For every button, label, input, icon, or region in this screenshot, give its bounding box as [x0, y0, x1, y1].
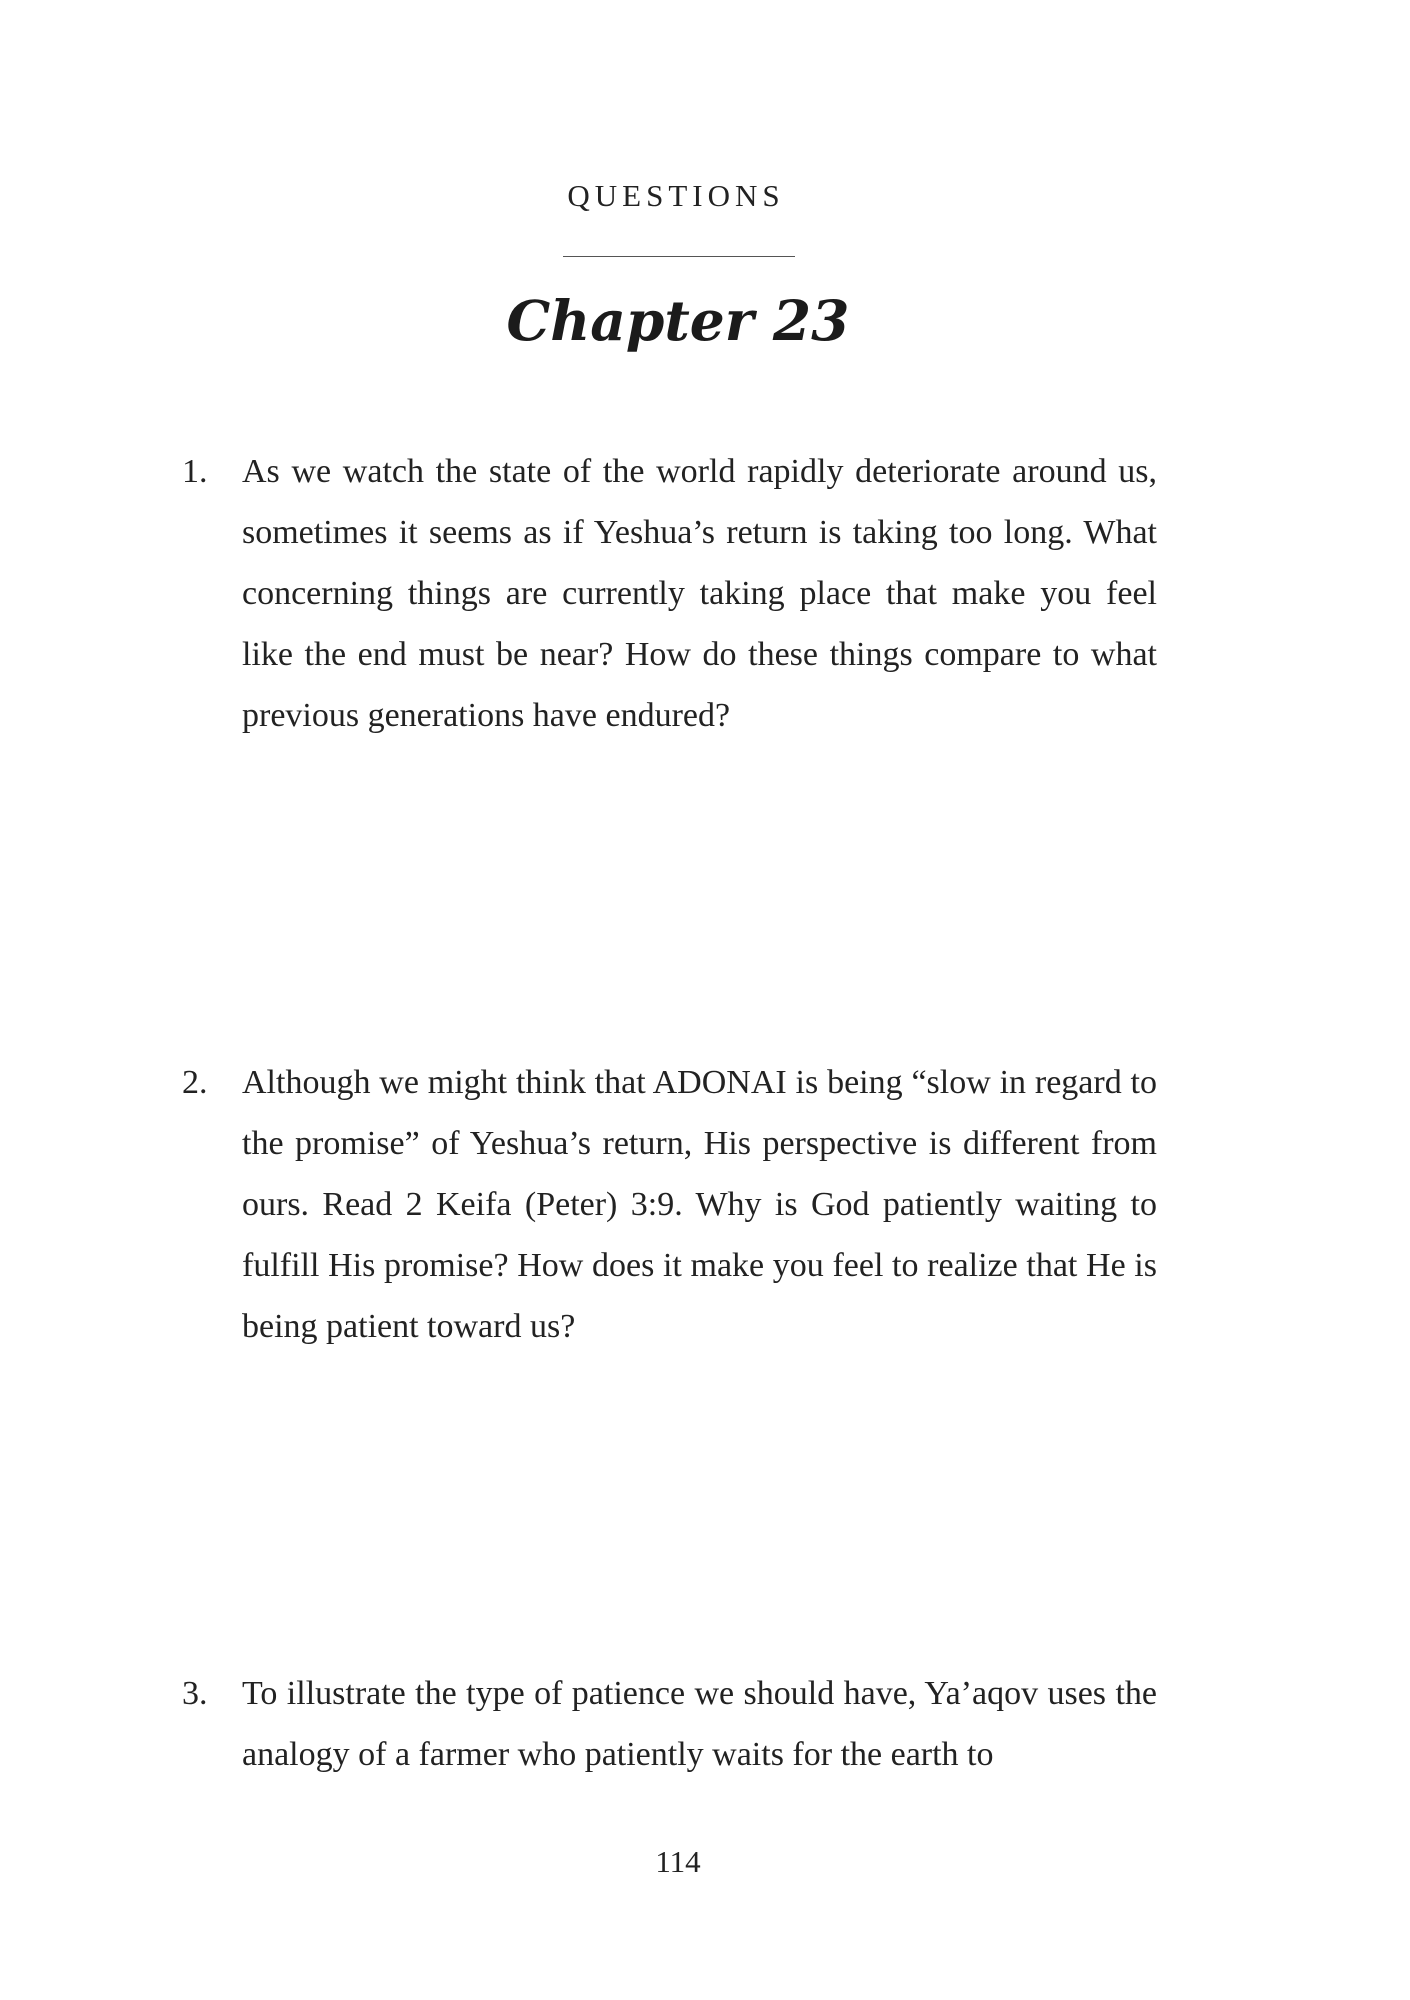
section-label: QUESTIONS — [567, 178, 785, 213]
chapter-title: Chapter 23 — [506, 288, 850, 353]
question-text: As we watch the state of the world rapidly deteriorate around us, sometimes it seems as if Yeshua’s return is taking too long. What concerning things are currently taking place that make you feel like the end must be near? How do these things compare to what previous generations have endured? — [242, 453, 1157, 734]
question-number: 2. — [182, 1064, 208, 1101]
question-number: 1. — [182, 453, 208, 490]
question-text: Although we might think that ADONAI is being “slow in regard to the promise” of Yeshua’s return, His perspective is different from ours. Read 2 Keifa (Peter) 3:9. Why is God patiently waiting to fulfill His promise? How does it make you feel to realize that He is being patient toward us? — [242, 1064, 1157, 1345]
question-number: 3. — [182, 1675, 208, 1712]
page-number: 114 — [655, 1844, 701, 1879]
title-divider — [563, 256, 795, 257]
question-text: To illustrate the type of patience we should have, Ya’aqov uses the analogy of a farmer who patiently waits for the earth to — [242, 1675, 1157, 1773]
